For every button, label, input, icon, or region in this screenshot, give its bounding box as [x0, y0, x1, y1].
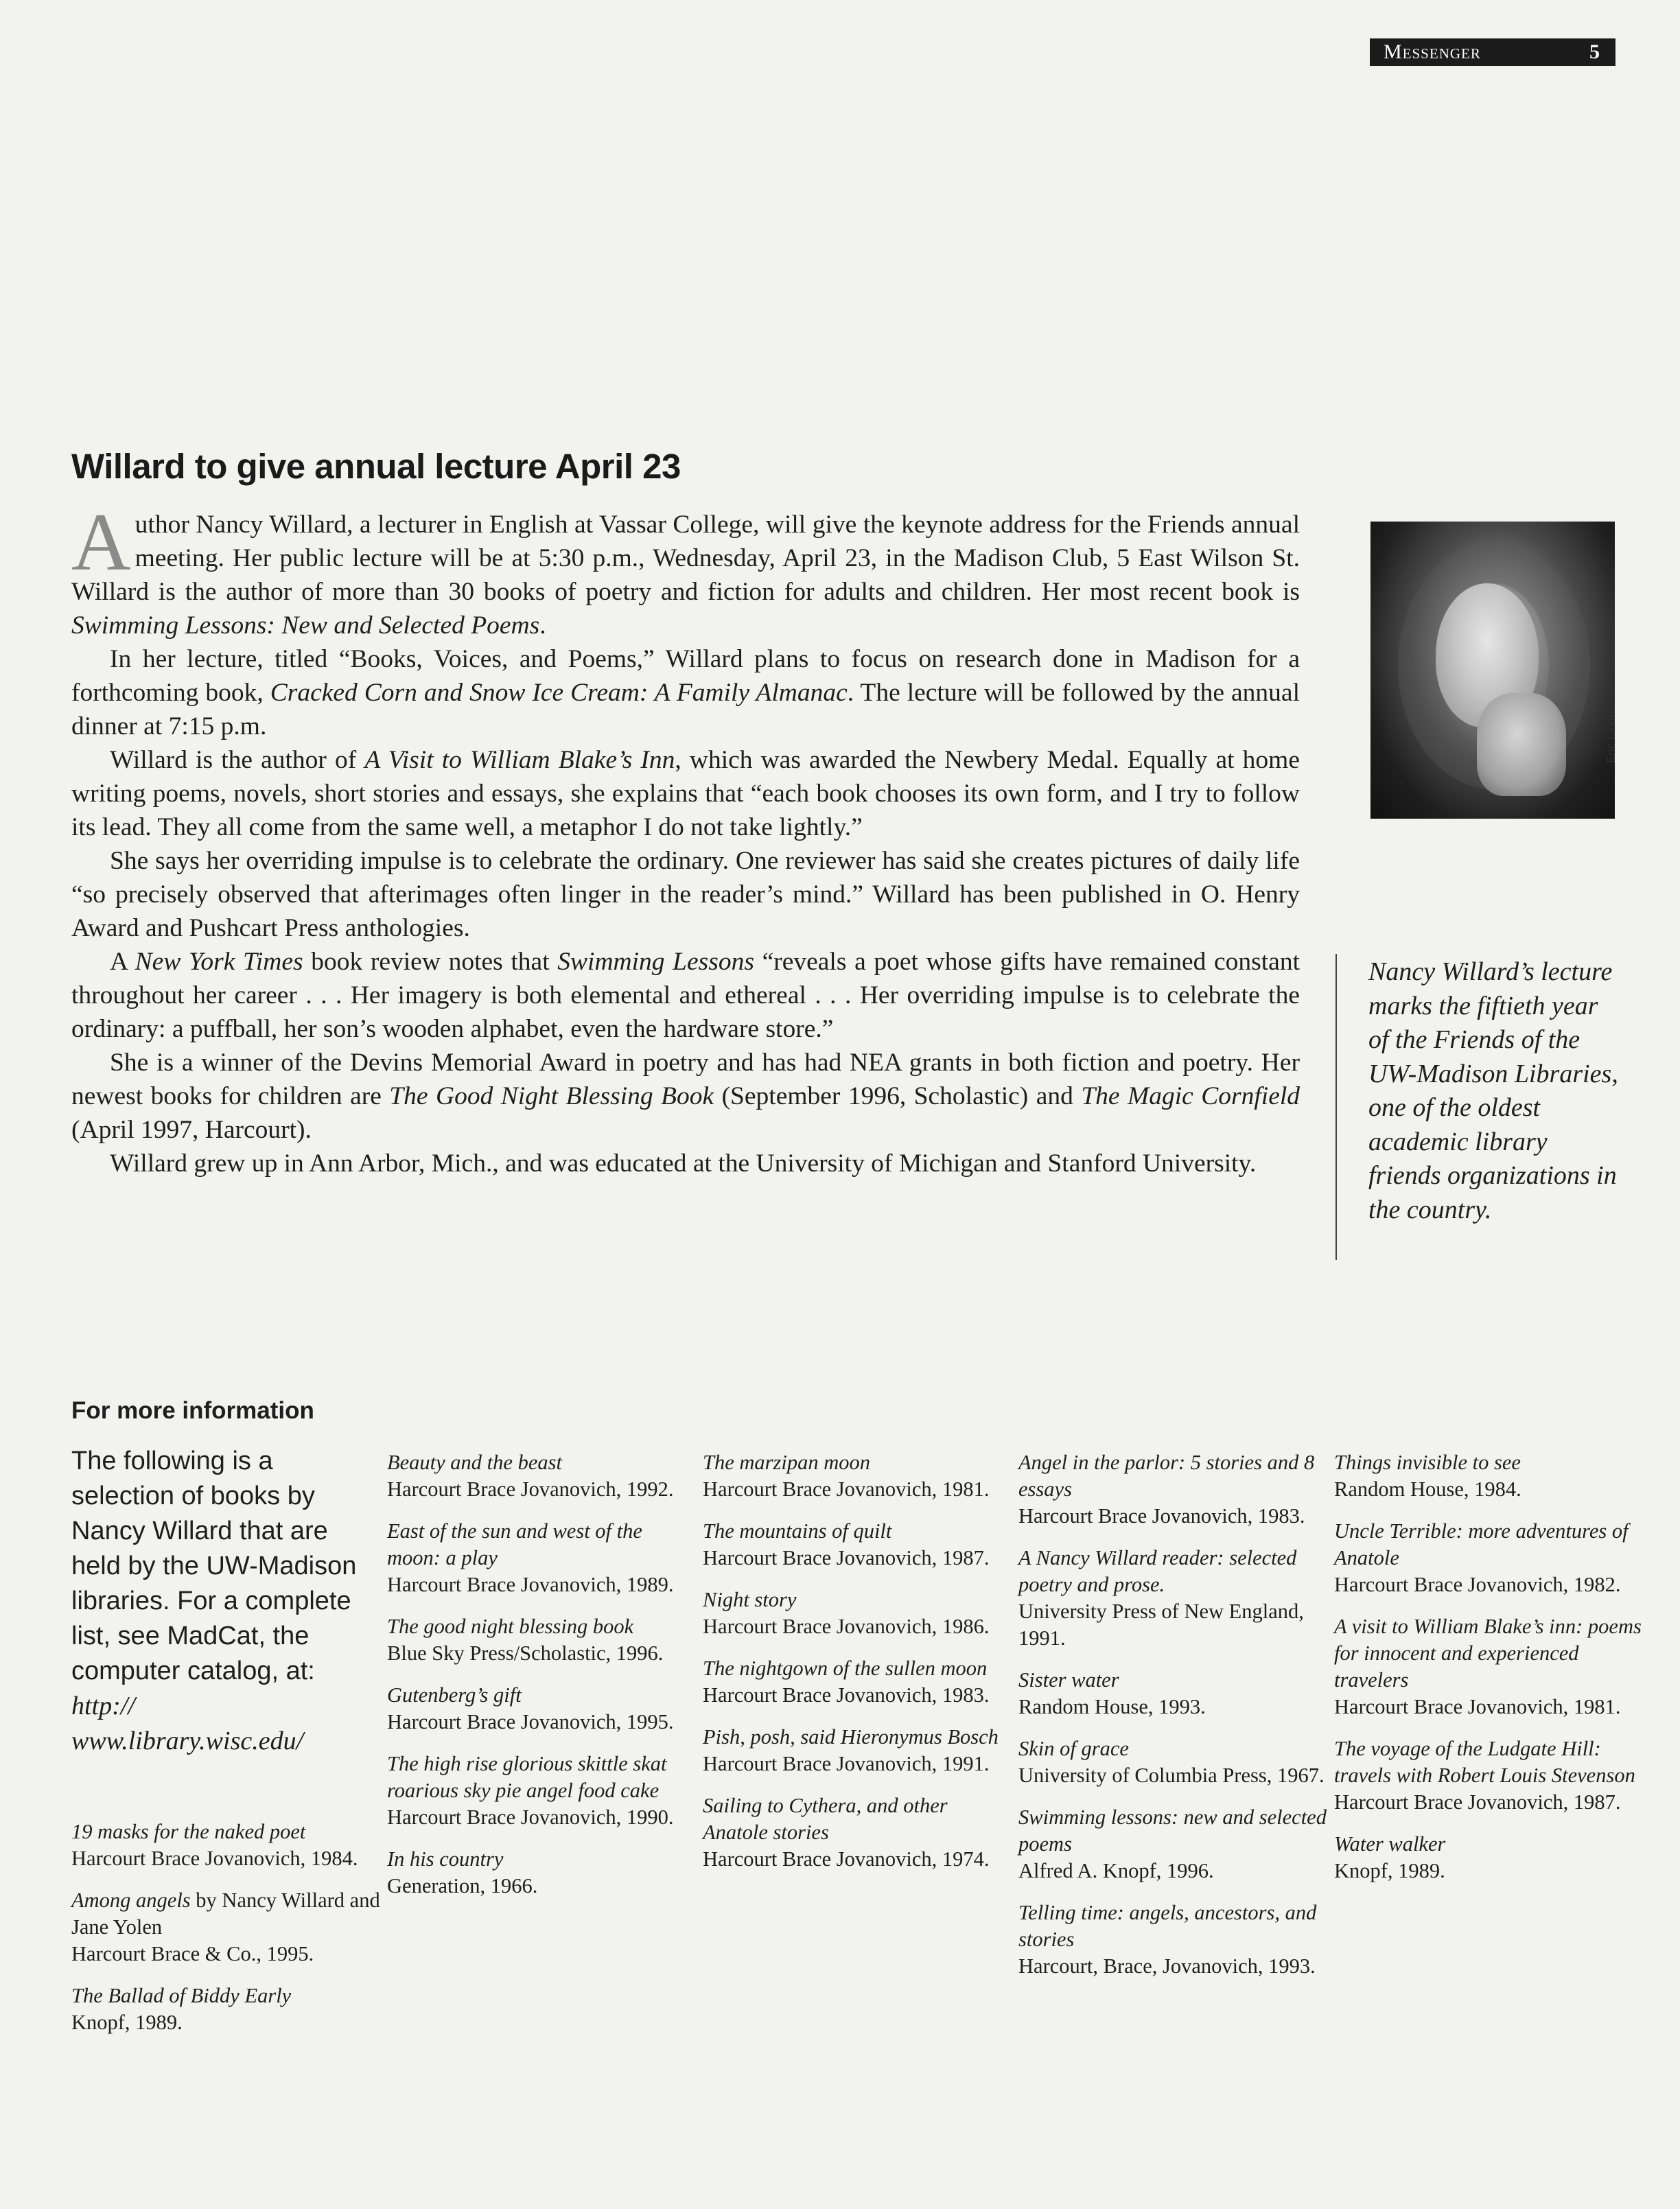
publication-name: Messenger: [1384, 40, 1481, 63]
book-title: Swimming lessons: new and selected poems: [1018, 1805, 1327, 1856]
masthead: [1370, 38, 1615, 66]
book-publisher: Harcourt Brace Jovanovich, 1986.: [703, 1615, 990, 1638]
book-title: Telling time: angels, ancestors, and stories: [1018, 1901, 1317, 1951]
book-entry: [71, 1887, 380, 1967]
book-title: Skin of grace: [1018, 1737, 1129, 1760]
book-entry: [387, 1846, 696, 1900]
book-entry: [1334, 1518, 1643, 1598]
book-publisher: Harcourt Brace Jovanovich, 1989.: [387, 1573, 674, 1596]
book-entry: [71, 1819, 380, 1872]
book-publisher: Harcourt Brace Jovanovich, 1982.: [1334, 1573, 1621, 1596]
book-entry: [703, 1724, 1012, 1777]
book-entry: [703, 1587, 1012, 1640]
book-publisher: Random House, 1993.: [1018, 1695, 1206, 1718]
book-title: Among angels by Nancy Willard and Jane Yolen: [71, 1889, 380, 1939]
book-entry: [387, 1449, 696, 1503]
article-paragraph-3: Willard is the author of A Visit to William Blake’s Inn, which was awarded the Newbery Medal. Equally at home writing poems, novels, short stories and essays, she explains that “each book chooses its own form, and I try to follow its lead. They all come from the same well, a metaphor I do not take lightly.”: [71, 746, 1300, 841]
book-entry: [387, 1518, 696, 1598]
book-entry: [71, 1983, 380, 2036]
book-entry: [703, 1655, 1012, 1709]
article-paragraph-6: She is a winner of the Devins Memorial Award in poetry and has had NEA grants in both fiction and poetry. Her newest books for children are The Good Night Blessing Book (September 1996, Scholastic) and The Magic Cornfield (April 1997, Harcourt).: [71, 1049, 1300, 1144]
book-entry: [387, 1613, 696, 1667]
book-title: Beauty and the beast: [387, 1451, 562, 1474]
more-info-intro: The following is a selection of books by Nancy Willard that are held by the UW-Madison libraries. For a complete list, see MadCat, the computer catalog, at: http:// www.library.wisc.edu/: [71, 1447, 357, 1755]
drop-cap: A: [71, 496, 131, 587]
book-entry: [703, 1792, 1012, 1873]
book-publisher: Harcourt Brace Jovanovich, 1974.: [703, 1847, 990, 1871]
book-entry: [1334, 1613, 1643, 1720]
book-publisher: University Press of New England, 1991.: [1018, 1600, 1304, 1650]
book-title: The high rise glorious skittle skat roarious sky pie angel food cake: [387, 1752, 667, 1802]
book-publisher: Harcourt Brace Jovanovich, 1983.: [1018, 1504, 1305, 1528]
book-title: Things invisible to see: [1334, 1451, 1521, 1474]
book-entry: [1334, 1449, 1643, 1503]
book-title: The mountains of quilt: [703, 1519, 892, 1543]
book-entry: [703, 1449, 1012, 1503]
book-title: A Nancy Willard reader: selected poetry and prose.: [1018, 1546, 1297, 1596]
article-paragraph-2: In her lecture, titled “Books, Voices, and Poems,” Willard plans to focus on research done in Madison for a forthcoming book, Cracked Corn and Snow Ice Cream: A Family Almanac. The lecture will be followed by the annual dinner at 7:15 p.m.: [71, 645, 1300, 740]
book-title: Night story: [703, 1588, 797, 1611]
book-publisher: Knopf, 1989.: [1334, 1859, 1445, 1882]
book-title: Angel in the parlor: 5 stories and 8 essays: [1018, 1451, 1315, 1501]
book-title: Gutenberg’s gift: [387, 1683, 522, 1707]
book-entry: [703, 1518, 1012, 1571]
caption-divider: [1335, 954, 1337, 1260]
book-publisher: Harcourt Brace Jovanovich, 1983.: [703, 1683, 990, 1707]
book-title: The voyage of the Ludgate Hill: travels with Robert Louis Stevenson: [1334, 1737, 1635, 1787]
book-publisher: Blue Sky Press/Scholastic, 1996.: [387, 1641, 664, 1665]
article-paragraph-4: She says her overriding impulse is to celebrate the ordinary. One reviewer has said she creates pictures of daily life “so precisely observed that afterimages often linger in the reader’s mind.” Willard has been published in O. Henry Award and Pushcart Press anthologies.: [71, 847, 1300, 942]
book-title: The good night blessing book: [387, 1615, 634, 1638]
book-publisher: Random House, 1984.: [1334, 1477, 1521, 1501]
book-publisher: Harcourt Brace Jovanovich, 1995.: [387, 1710, 674, 1733]
book-publisher: Generation, 1966.: [387, 1874, 538, 1897]
book-title: In his country: [387, 1847, 504, 1871]
book-publisher: Harcourt Brace Jovanovich, 1992.: [387, 1477, 674, 1501]
book-title: Uncle Terrible: more adventures of Anatole: [1334, 1519, 1629, 1569]
book-publisher: Harcourt Brace Jovanovich, 1981.: [703, 1477, 990, 1501]
book-title: A visit to William Blake’s inn: poems for innocent and experienced travelers: [1334, 1615, 1642, 1692]
more-info-heading: For more information: [71, 1397, 314, 1424]
article-paragraph-5: A New York Times book review notes that Swimming Lessons “reveals a poet whose gifts have remained constant throughout her career . . . Her imagery is both elemental and ethereal . . . Her overriding impulse is to celebrate the ordinary: a puffball, her son’s wooden alphabet, even the hardware store.”: [71, 948, 1300, 1043]
book-title: 19 masks for the naked poet: [71, 1820, 306, 1843]
book-entry: [1018, 1900, 1327, 1980]
book-entry: [1018, 1804, 1327, 1884]
book-publisher: Harcourt Brace Jovanovich, 1987.: [1334, 1790, 1621, 1814]
book-title: The marzipan moon: [703, 1451, 871, 1474]
article-body: [71, 496, 1300, 1180]
book-title: Sister water: [1018, 1668, 1119, 1692]
book-entry: [1018, 1449, 1327, 1530]
photo-credit: Eric Lindbloom: [1605, 686, 1618, 763]
book-title: Sailing to Cythera, and other Anatole stories: [703, 1794, 948, 1844]
book-entry: [1334, 1831, 1643, 1884]
book-title: Water walker: [1334, 1832, 1446, 1856]
book-publisher: Harcourt Brace Jovanovich, 1987.: [703, 1546, 990, 1569]
page-number: 5: [1589, 40, 1600, 63]
book-list-column-5: [1334, 1449, 1643, 1900]
book-title: The Ballad of Biddy Early: [71, 1984, 292, 2007]
book-publisher: Harcourt Brace Jovanovich, 1991.: [703, 1752, 990, 1775]
book-list-column-1: [71, 1819, 380, 2051]
book-entry: [1018, 1545, 1327, 1652]
article-paragraph-7: Willard grew up in Ann Arbor, Mich., and was educated at the University of Michigan and Stanford University.: [110, 1149, 1257, 1178]
book-entry: [1018, 1735, 1327, 1789]
book-publisher: Alfred A. Knopf, 1996.: [1018, 1859, 1214, 1882]
book-entry: [1334, 1735, 1643, 1816]
book-publisher: Harcourt Brace Jovanovich, 1981.: [1334, 1695, 1621, 1718]
article-paragraph-1: Author Nancy Willard, a lecturer in English at Vassar College, will give the keynote address for the Friends annual meeting. Her public lecture will be at 5:30 p.m., Wednesday, April 23, in the Madison Club, 5 East Wilson St. Willard is the author of more than 30 books of poetry and fiction for adults and children. Her most recent book is Swimming Lessons: New and Selected Poems.: [71, 496, 1300, 640]
book-publisher: Harcourt, Brace, Jovanovich, 1993.: [1018, 1954, 1316, 1978]
book-list-column-4: [1018, 1449, 1327, 1995]
book-publisher: Knopf, 1989.: [71, 2011, 183, 2034]
book-title: The nightgown of the sullen moon: [703, 1657, 988, 1680]
book-title: East of the sun and west of the moon: a play: [387, 1519, 642, 1569]
book-entry: [387, 1682, 696, 1735]
book-list-column-2: [387, 1449, 696, 1915]
book-list-column-3: [703, 1449, 1012, 1888]
book-title: Pish, posh, said Hieronymus Bosch: [703, 1725, 999, 1749]
photo-caption: Nancy Willard’s lecture marks the fiftieth year of the Friends of the UW-Madison Libraries, one of the oldest academic library friends organizations in the country.: [1368, 957, 1618, 1224]
author-photo: [1370, 522, 1615, 819]
library-url-link[interactable]: http:// www.library.wisc.edu/: [71, 1692, 304, 1755]
book-entry: [1018, 1667, 1327, 1720]
book-publisher: Harcourt Brace Jovanovich, 1984.: [71, 1847, 358, 1870]
book-entry: [387, 1751, 696, 1831]
book-publisher: Harcourt Brace & Co., 1995.: [71, 1942, 314, 1965]
book-publisher: University of Columbia Press, 1967.: [1018, 1764, 1325, 1787]
book-publisher: Harcourt Brace Jovanovich, 1990.: [387, 1805, 674, 1829]
article-headline: Willard to give annual lecture April 23: [71, 447, 681, 486]
